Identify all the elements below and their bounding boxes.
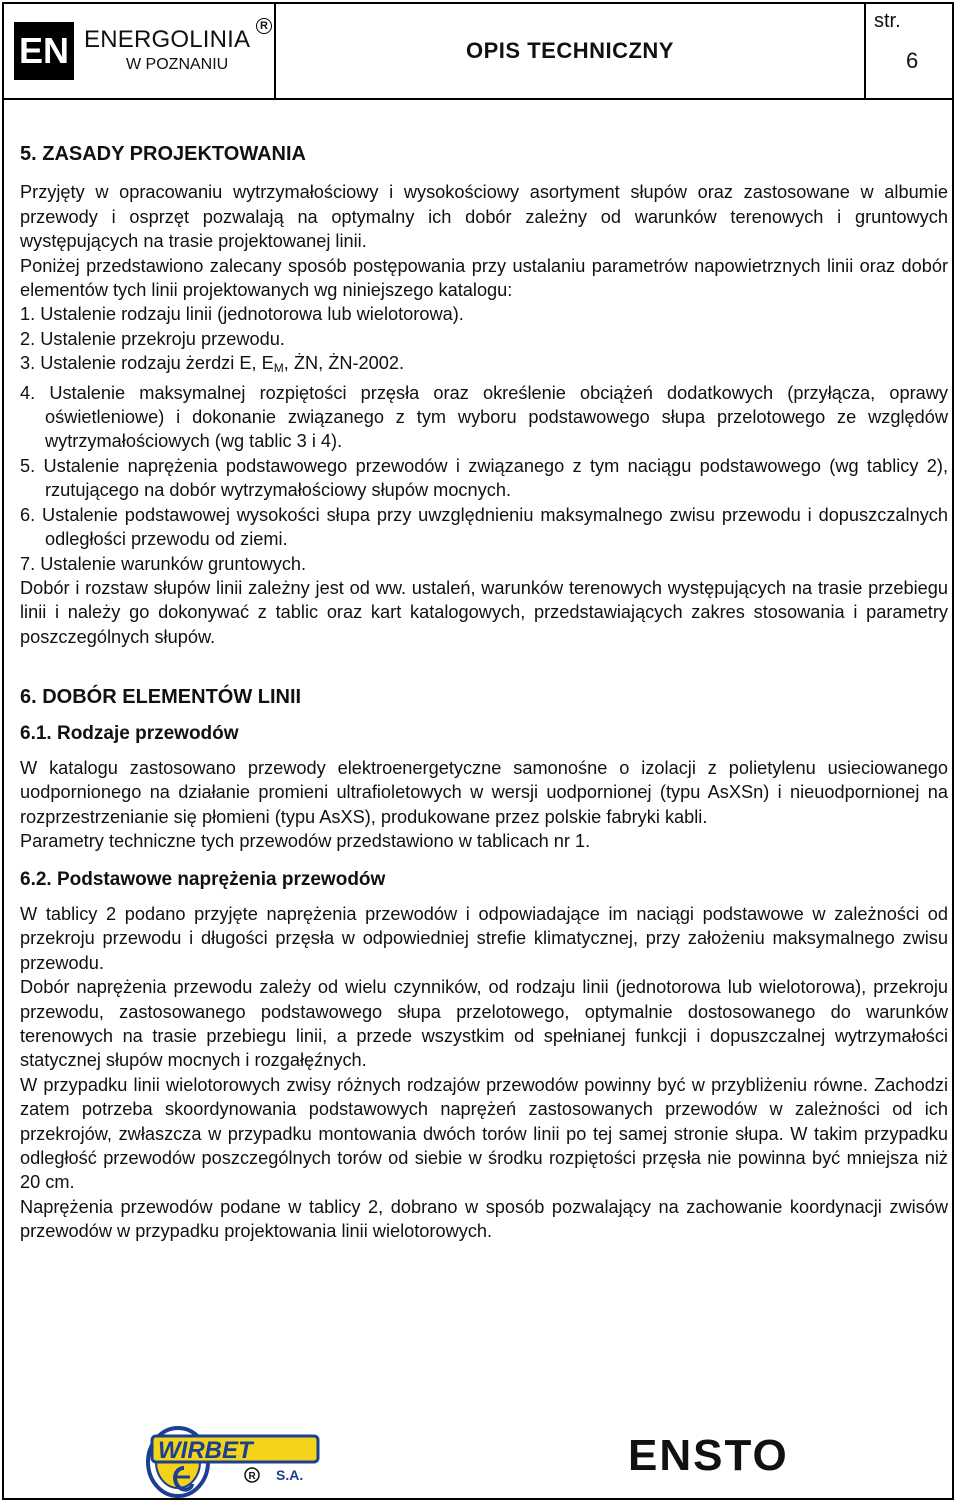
subsection-6-2-paragraph: W tablicy 2 podano przyjęte naprężenia przewodów i odpowiadające im naciągi podstawowe w zależności od przekroju przewodu i długości przęsła w odpowiedniej strefie klimatycznej, przy założeniu maksymalnego zwisu przewodu. [20,903,948,973]
subsection-6-1-paragraph: W katalogu zastosowano przewody elektroenergetyczne samonośne o izolacji z polietylenu usieciowanego uodpornionego na działanie promieni ultrafioletowych w wersji uodpornionej (typu AsXSn) i nieuodpornionej na rozprzestrzenianie się płomieni (typu AsXS), produkowane przez polskie fabryki kabli. [20,757,948,827]
procedure-step: 1. Ustalenie rodzaju linii (jednotorowa lub wielotorowa). [20,304,464,325]
section-5-closing: Dobór i rozstaw słupów linii zależny jest od ww. ustaleń, warunków terenowych występujących na trasie przebiegu linii i należy go dokonywać z tablic oraz kart katalogowych, przedstawiających zakres stosowania i parametry poszczególnych słupów. [20,577,948,647]
procedure-step [20,351,948,380]
step-3-subscript: M [273,361,284,376]
subsection-6-1-heading: 6.1. Rodzaje przewodów [20,722,239,744]
page-number-block [866,4,954,98]
page-number: 6 [906,48,919,73]
procedure-step: 2. Ustalenie przekroju przewodu. [20,328,285,349]
wirbet-logo [144,1422,334,1500]
page-frame [2,2,954,1500]
procedure-step: 4. Ustalenie maksymalnej rozpiętości przęsła oraz określenie obciążeń dodatkowych (przyłącza, oprawy oświetleniowe) i dokonanie związanego z tym wyboru podstawowego słupa przelotowego ze względów wytrzymałościowych (wg tablic 3 i 4). [20,382,948,452]
step-3-tail: , ŻN, ŻN-2002. [283,353,405,374]
procedure-step: 6. Ustalenie podstawowej wysokości słupa przy uwzględnieniu maksymalnego zwisu przewodu i dopuszczalnych odległości przewodu od ziemi. [20,504,948,550]
wirbet-suffix: S.A. [276,1467,304,1483]
procedure-step: 5. Ustalenie naprężenia podstawowego przewodów i związanego z tym naciągu podstawowego (wg tablicy 2), rzutującego na dobór wytrzymałościowy słupów mocnych. [20,455,948,501]
page-footer [4,1404,952,1504]
wirbet-reg-mark: R [248,1471,256,1482]
ensto-name: ENSTO [628,1432,789,1478]
wirbet-name: WIRBET [158,1437,253,1464]
subsection-6-2-paragraph: W przypadku linii wielotorowych zwisy różnych rodzajów przewodów powinny być w przybliżeniu równe. Zachodzi zatem potrzeba skoordynowania podstawowych naprężeń zastosowanych przewodów w zależności od ich przekrojów, zwłaszcza w przypadku montowania dwóch torów linii po tej samej stronie słupa. W takim przypadku odległość przewodów poszczególnych torów od siebie w środku rozpiętości przęsła nie powinna być mniejsza niż 20 cm. [20,1074,948,1193]
step-3-text: 3. Ustalenie rodzaju żerdzi E, E [20,353,274,374]
document-title: OPIS TECHNICZNY [276,4,866,98]
company-block [4,4,276,98]
registered-mark-icon: R [256,18,272,34]
page-label: str. [874,10,901,32]
section-5-intro: Przyjęty w opracowaniu wytrzymałościowy i wysokościowy asortyment słupów oraz zastosowane w albumie przewody i osprzęt pozwalają na optymalny ich dobór zależny od warunków terenowych i gruntowych występujących na trasie projektowanej linii. [20,182,948,252]
company-city: W POZNANIU [126,56,229,73]
section-5-heading: 5. ZASADY PROJEKTOWANIA [20,143,306,165]
subsection-6-2-paragraph: Naprężenia przewodów podane w tablicy 2, dobrano w sposób pozwalający na zachowanie koordynacji zwisów przewodów w przypadku projektowania linii wielotorowych. [20,1196,948,1242]
company-logo: EN [14,22,74,80]
ensto-logo [628,1432,818,1478]
section-5-procedure-intro: Poniżej przedstawiono zalecany sposób postępowania przy ustalaniu parametrów napowietrznych linii oraz dobór elementów tych linii projektowanych wg niniejszego katalogu: [20,255,948,301]
page-content [20,142,948,1244]
subsection-6-1-paragraph: Parametry techniczne tych przewodów przedstawiono w tablicach nr 1. [20,831,591,852]
subsection-6-2-paragraph: Dobór naprężenia przewodu zależy od wielu czynników, od rodzaju linii (jednotorowa lub wielotorowa), przekroju przewodu, zastosowanego podstawowego słupa przelotowego, optymalnie dostosowanego do warunków terenowych na trasie przebiegu linii, a przede wszystkim od spełnianej funkcji i dopuszczalnej wytrzymałości statycznej słupów mocnych i rozgałęźnych. [20,977,948,1071]
section-6-heading: 6. DOBÓR ELEMENTÓW LINII [20,686,302,709]
company-name: ENERGOLINIA [84,26,251,53]
page-header [4,4,952,100]
subsection-6-2-heading: 6.2. Podstawowe naprężenia przewodów [20,868,386,890]
procedure-step: 7. Ustalenie warunków gruntowych. [20,553,307,574]
